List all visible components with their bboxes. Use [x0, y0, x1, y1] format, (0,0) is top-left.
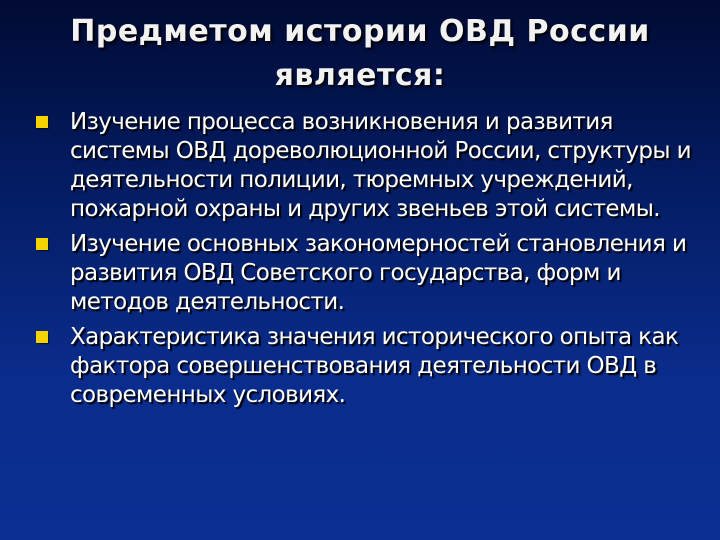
bullet-item [36, 230, 712, 317]
bullet-list [36, 108, 712, 416]
bullet-text: Характеристика значения исторического опыта как фактора совершенствования деятельности ОВД в современных условиях. [70, 324, 679, 408]
bullet-text: Изучение процесса возникновения и развития системы ОВД дореволюционной России, структуры и деятельности полиции, тюремных учреждений, пожарной охраны и других звеньев этой системы. [70, 109, 691, 222]
square-bullet-icon [36, 238, 48, 250]
bullet-item [36, 323, 712, 410]
square-bullet-icon [36, 116, 48, 128]
slide-title: Предметом истории ОВД России является: [70, 14, 650, 93]
bullet-text: Изучение основных закономерностей становления и развития ОВД Советского государства, форм и методов деятельности. [70, 231, 687, 315]
bullet-item [36, 108, 712, 224]
square-bullet-icon [36, 331, 48, 343]
